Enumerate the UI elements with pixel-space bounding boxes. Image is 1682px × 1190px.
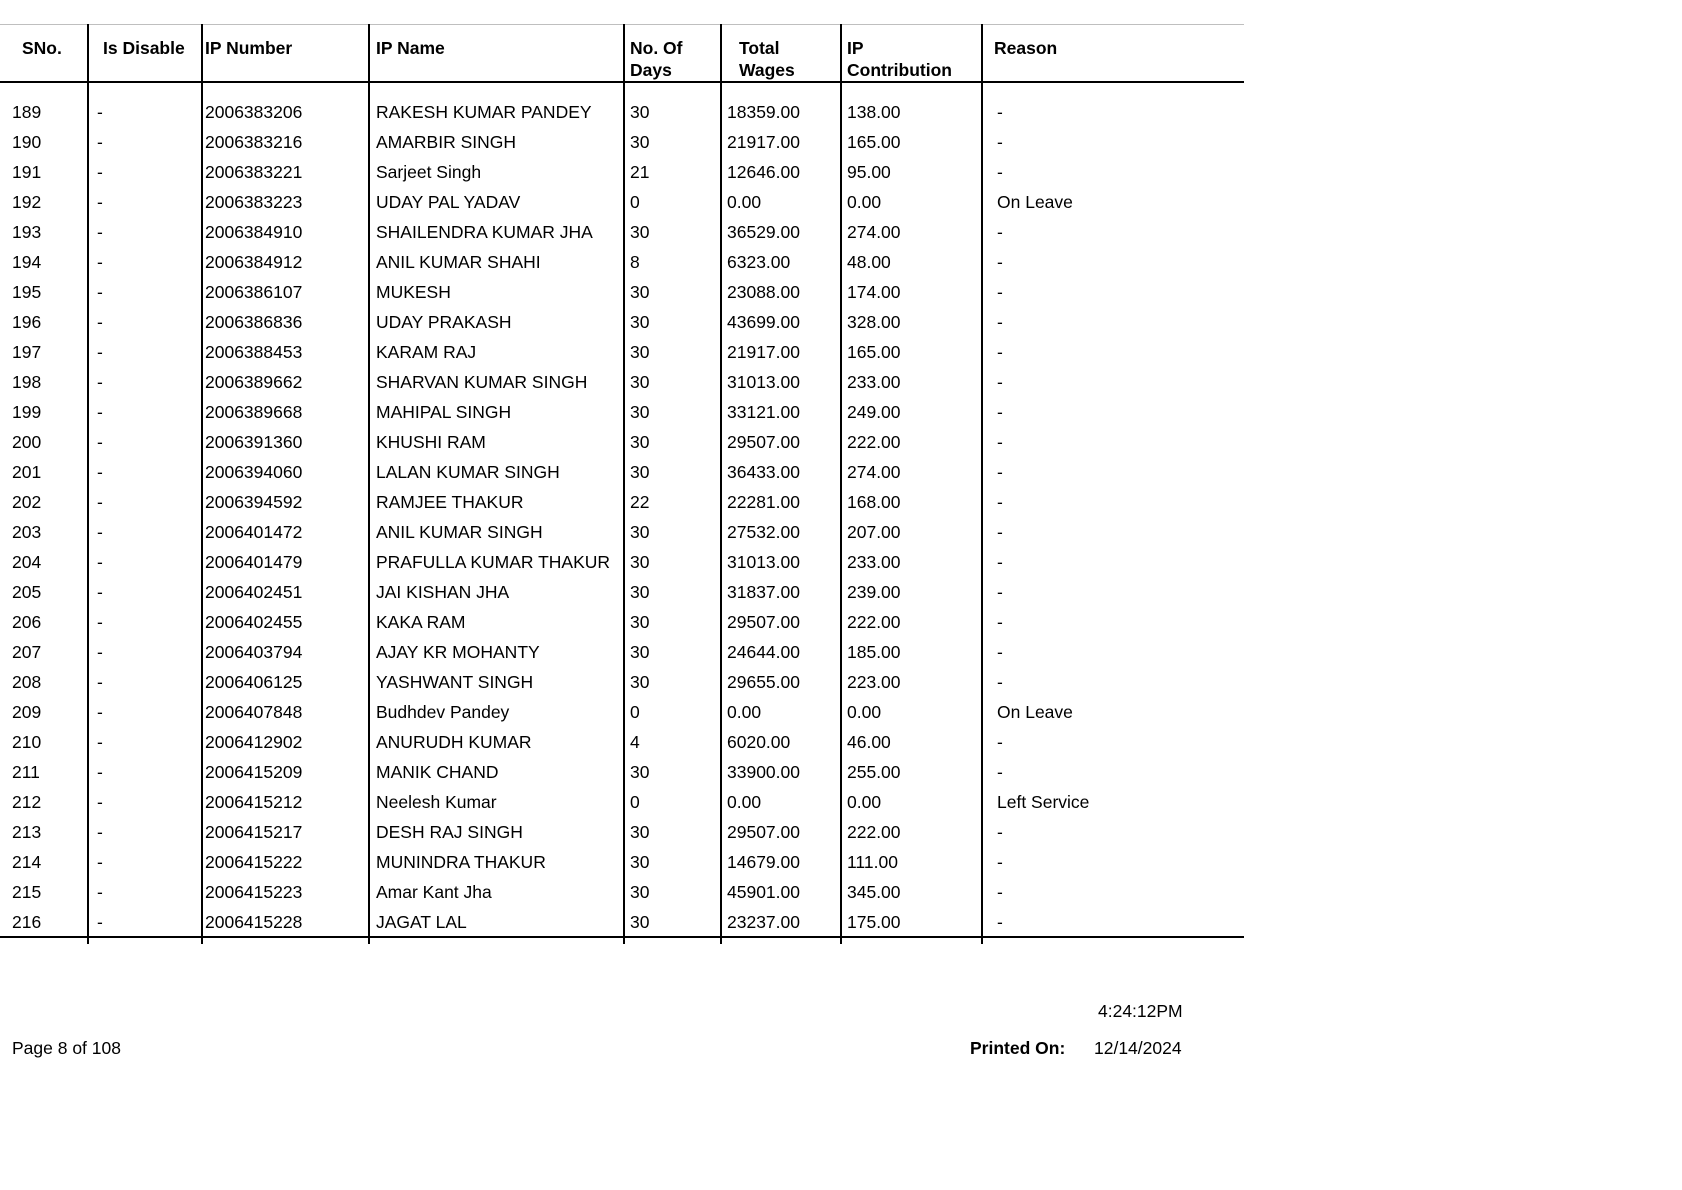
cell-ip-number: 2006406125 <box>202 663 369 693</box>
cell-ip-name: ANIL KUMAR SINGH <box>369 513 624 543</box>
cell-total-wages: 0.00 <box>721 693 841 723</box>
table-row <box>0 513 1244 543</box>
cell-ip-contribution: 222.00 <box>841 423 982 453</box>
cell-no-of-days: 30 <box>624 663 721 693</box>
cell-sno: 189 <box>12 102 42 122</box>
cell-no-of-days: 8 <box>624 243 721 273</box>
cell-ip-number: 2006391360 <box>202 423 369 453</box>
column-header-reason <box>982 25 1244 83</box>
cell-ip-number: 2006401472 <box>202 513 369 543</box>
cell-total-wages: 27532.00 <box>721 513 841 543</box>
cell-ip-name: AJAY KR MOHANTY <box>369 633 624 663</box>
cell-ip-contribution: 249.00 <box>841 393 982 423</box>
cell-ip-number: 2006402455 <box>202 603 369 633</box>
cell-is-disable: - <box>88 363 202 393</box>
cell-ip-contribution: 175.00 <box>841 903 982 937</box>
cell-is-disable: - <box>88 123 202 153</box>
table-row <box>0 813 1244 843</box>
cell-reason: Left Service <box>982 783 1244 813</box>
cell-sno: 194 <box>12 252 42 272</box>
cell-ip-contribution: 95.00 <box>841 153 982 183</box>
cell-total-wages: 31013.00 <box>721 363 841 393</box>
cell-total-wages: 23237.00 <box>721 903 841 937</box>
cell-ip-name: Neelesh Kumar <box>369 783 624 813</box>
cell-ip-number: 2006415228 <box>202 903 369 937</box>
cell-ip-number: 2006394060 <box>202 453 369 483</box>
cell-ip-name: Amar Kant Jha <box>369 873 624 903</box>
cell-is-disable: - <box>88 873 202 903</box>
cell-ip-number: 2006386107 <box>202 273 369 303</box>
cell-ip-contribution: 233.00 <box>841 363 982 393</box>
cell-ip-contribution: 174.00 <box>841 273 982 303</box>
cell-total-wages: 31013.00 <box>721 543 841 573</box>
cell-ip-contribution: 207.00 <box>841 513 982 543</box>
cell-ip-name: JAGAT LAL <box>369 903 624 937</box>
column-header-line: Days <box>630 60 672 80</box>
table-row <box>0 543 1244 573</box>
header-row <box>0 25 1244 83</box>
cell-reason: - <box>982 423 1244 453</box>
column-header-ip-name <box>369 25 624 83</box>
cell-ip-number: 2006415223 <box>202 873 369 903</box>
cell-sno: 195 <box>12 282 42 302</box>
column-header-line: Total <box>739 38 780 58</box>
cell-sno: 198 <box>12 372 42 392</box>
cell-total-wages: 36529.00 <box>721 213 841 243</box>
cell-no-of-days: 30 <box>624 753 721 783</box>
column-header-line: SNo. <box>22 38 62 58</box>
cell-no-of-days: 30 <box>624 82 721 123</box>
cell-total-wages: 21917.00 <box>721 333 841 363</box>
cell-sno: 197 <box>12 342 42 362</box>
cell-sno: 214 <box>12 852 42 872</box>
cell-is-disable: - <box>88 273 202 303</box>
table-row <box>0 663 1244 693</box>
cell-sno: 190 <box>12 132 42 152</box>
cell-sno: 196 <box>12 312 42 332</box>
table-row <box>0 363 1244 393</box>
cell-total-wages: 29507.00 <box>721 813 841 843</box>
cell-ip-contribution: 328.00 <box>841 303 982 333</box>
cell-reason: - <box>982 243 1244 273</box>
cell-ip-contribution: 239.00 <box>841 573 982 603</box>
cell-ip-name: MUKESH <box>369 273 624 303</box>
cell-is-disable: - <box>88 513 202 543</box>
cell-reason: - <box>982 573 1244 603</box>
cell-is-disable: - <box>88 603 202 633</box>
cell-ip-number: 2006384910 <box>202 213 369 243</box>
cell-ip-number: 2006389662 <box>202 363 369 393</box>
cell-ip-number: 2006383206 <box>202 82 369 123</box>
column-header-line: Reason <box>994 38 1058 58</box>
cell-ip-contribution: 185.00 <box>841 633 982 663</box>
cell-no-of-days: 22 <box>624 483 721 513</box>
printed-time: 4:24:12PM <box>1098 1001 1183 1021</box>
cell-sno: 206 <box>12 612 42 632</box>
cell-reason: - <box>982 843 1244 873</box>
cell-no-of-days: 0 <box>624 783 721 813</box>
cell-reason: - <box>982 153 1244 183</box>
cell-sno: 211 <box>12 762 40 782</box>
cell-ip-name: PRAFULLA KUMAR THAKUR <box>369 543 624 573</box>
table-row <box>0 183 1244 213</box>
cell-reason: - <box>982 903 1244 937</box>
cell-ip-contribution: 165.00 <box>841 333 982 363</box>
cell-reason: On Leave <box>982 183 1244 213</box>
cell-ip-name: LALAN KUMAR SINGH <box>369 453 624 483</box>
cell-ip-contribution: 223.00 <box>841 663 982 693</box>
cell-ip-contribution: 48.00 <box>841 243 982 273</box>
table-row <box>0 753 1244 783</box>
cell-ip-contribution: 274.00 <box>841 453 982 483</box>
cell-ip-name: SHARVAN KUMAR SINGH <box>369 363 624 393</box>
table-row <box>0 123 1244 153</box>
table-body <box>0 82 1244 937</box>
column-header-ip-number <box>202 25 369 83</box>
cell-total-wages: 24644.00 <box>721 633 841 663</box>
cell-ip-contribution: 111.00 <box>841 843 982 873</box>
cell-ip-contribution: 0.00 <box>841 693 982 723</box>
cell-is-disable: - <box>88 183 202 213</box>
column-header-is-disable <box>88 25 202 83</box>
cell-no-of-days: 0 <box>624 693 721 723</box>
cell-no-of-days: 30 <box>624 213 721 243</box>
table-row <box>0 303 1244 333</box>
cell-no-of-days: 30 <box>624 453 721 483</box>
cell-total-wages: 33121.00 <box>721 393 841 423</box>
cell-ip-number: 2006401479 <box>202 543 369 573</box>
cell-reason: - <box>982 453 1244 483</box>
cell-reason: - <box>982 813 1244 843</box>
cell-ip-number: 2006394592 <box>202 483 369 513</box>
table-row <box>0 873 1244 903</box>
cell-sno: 216 <box>0 903 88 937</box>
cell-total-wages: 22281.00 <box>721 483 841 513</box>
cell-ip-name: MANIK CHAND <box>369 753 624 783</box>
column-header-line: No. Of <box>630 38 683 58</box>
cell-ip-name: RAMJEE THAKUR <box>369 483 624 513</box>
cell-sno: 200 <box>12 432 42 452</box>
cell-sno: 199 <box>12 402 42 422</box>
cell-reason: - <box>982 303 1244 333</box>
cell-sno: 192 <box>12 192 42 212</box>
cell-reason: - <box>982 663 1244 693</box>
cell-sno: 215 <box>12 882 42 902</box>
cell-no-of-days: 30 <box>624 573 721 603</box>
cell-no-of-days: 21 <box>624 153 721 183</box>
cell-reason: - <box>982 513 1244 543</box>
table-row <box>0 453 1244 483</box>
cell-total-wages: 18359.00 <box>721 82 841 123</box>
cell-ip-number: 2006402451 <box>202 573 369 603</box>
cell-total-wages: 31837.00 <box>721 573 841 603</box>
cell-reason: - <box>982 273 1244 303</box>
cell-sno: 201 <box>12 462 42 482</box>
cell-is-disable: - <box>88 753 202 783</box>
cell-is-disable: - <box>88 213 202 243</box>
cell-sno: 209 <box>12 702 42 722</box>
cell-ip-contribution: 168.00 <box>841 483 982 513</box>
cell-total-wages: 21917.00 <box>721 123 841 153</box>
cell-ip-name: MAHIPAL SINGH <box>369 393 624 423</box>
cell-sno: 208 <box>12 672 42 692</box>
cell-no-of-days: 30 <box>624 903 721 937</box>
table-row <box>0 82 1244 123</box>
cell-sno: 213 <box>12 822 42 842</box>
cell-ip-name: RAKESH KUMAR PANDEY <box>369 82 624 123</box>
table-row <box>0 243 1244 273</box>
cell-reason: - <box>982 393 1244 423</box>
table-row <box>0 843 1244 873</box>
cell-ip-number: 2006415212 <box>202 783 369 813</box>
cell-ip-number: 2006412902 <box>202 723 369 753</box>
column-header-total-wages <box>721 25 841 83</box>
table-row <box>0 273 1244 303</box>
cell-sno: 203 <box>12 522 42 542</box>
cell-sno: 191 <box>12 162 42 182</box>
cell-is-disable: - <box>88 243 202 273</box>
cell-ip-name: JAI KISHAN JHA <box>369 573 624 603</box>
cell-is-disable: - <box>88 723 202 753</box>
cell-no-of-days: 30 <box>624 273 721 303</box>
cell-sno: 204 <box>12 552 42 572</box>
cell-is-disable: - <box>88 573 202 603</box>
cell-ip-number: 2006383216 <box>202 123 369 153</box>
cell-ip-number: 2006388453 <box>202 333 369 363</box>
cell-sno: 207 <box>12 642 42 662</box>
cell-ip-number: 2006383221 <box>202 153 369 183</box>
cell-no-of-days: 30 <box>624 423 721 453</box>
table-row <box>0 603 1244 633</box>
cell-ip-name: YASHWANT SINGH <box>369 663 624 693</box>
cell-total-wages: 6323.00 <box>721 243 841 273</box>
cell-is-disable: - <box>88 693 202 723</box>
cell-ip-number: 2006389668 <box>202 393 369 423</box>
cell-ip-contribution: 222.00 <box>841 603 982 633</box>
cell-no-of-days: 30 <box>624 603 721 633</box>
column-header-line: IP <box>847 38 864 58</box>
cell-sno: 210 <box>12 732 42 752</box>
cell-no-of-days: 30 <box>624 873 721 903</box>
cell-ip-name: KAKA RAM <box>369 603 624 633</box>
cell-is-disable: - <box>88 393 202 423</box>
table-row <box>0 633 1244 663</box>
cell-ip-contribution: 165.00 <box>841 123 982 153</box>
cell-ip-name: SHAILENDRA KUMAR JHA <box>369 213 624 243</box>
table-row <box>0 573 1244 603</box>
printed-on-label: Printed On: <box>970 1038 1066 1058</box>
cell-ip-name: MUNINDRA THAKUR <box>369 843 624 873</box>
column-header-line: Wages <box>739 60 795 80</box>
cell-total-wages: 33900.00 <box>721 753 841 783</box>
cell-ip-contribution: 274.00 <box>841 213 982 243</box>
cell-ip-number: 2006383223 <box>202 183 369 213</box>
cell-no-of-days: 30 <box>624 123 721 153</box>
cell-total-wages: 0.00 <box>721 183 841 213</box>
cell-ip-number: 2006415209 <box>202 753 369 783</box>
table-row <box>0 423 1244 453</box>
cell-sno: 202 <box>12 492 42 512</box>
cell-ip-number: 2006407848 <box>202 693 369 723</box>
cell-total-wages: 29507.00 <box>721 423 841 453</box>
cell-no-of-days: 30 <box>624 363 721 393</box>
cell-is-disable: - <box>88 303 202 333</box>
cell-ip-contribution: 138.00 <box>841 82 982 123</box>
cell-no-of-days: 30 <box>624 813 721 843</box>
cell-total-wages: 43699.00 <box>721 303 841 333</box>
cell-reason: - <box>982 363 1244 393</box>
column-header-ip-contribution <box>841 25 982 83</box>
cell-total-wages: 29507.00 <box>721 603 841 633</box>
table-row <box>0 393 1244 423</box>
cell-ip-name: KARAM RAJ <box>369 333 624 363</box>
cell-total-wages: 23088.00 <box>721 273 841 303</box>
cell-is-disable: - <box>88 783 202 813</box>
cell-ip-name: UDAY PRAKASH <box>369 303 624 333</box>
cell-ip-contribution: 222.00 <box>841 813 982 843</box>
column-header-line: IP Number <box>205 38 293 58</box>
page-number: Page 8 of 108 <box>12 1038 121 1058</box>
cell-ip-name: AMARBIR SINGH <box>369 123 624 153</box>
cell-ip-number: 2006415222 <box>202 843 369 873</box>
cell-ip-number: 2006403794 <box>202 633 369 663</box>
cell-sno: 193 <box>12 222 42 242</box>
table-row <box>0 333 1244 363</box>
column-header-sno <box>0 25 88 83</box>
column-header-line: Is Disable <box>103 38 185 58</box>
cell-ip-number: 2006386836 <box>202 303 369 333</box>
cell-is-disable: - <box>88 423 202 453</box>
cell-total-wages: 45901.00 <box>721 873 841 903</box>
cell-is-disable: - <box>88 453 202 483</box>
cell-no-of-days: 4 <box>624 723 721 753</box>
cell-no-of-days: 0 <box>624 183 721 213</box>
cell-no-of-days: 30 <box>624 333 721 363</box>
cell-total-wages: 29655.00 <box>721 663 841 693</box>
table-header <box>0 25 1244 83</box>
cell-no-of-days: 30 <box>624 393 721 423</box>
cell-ip-name: ANIL KUMAR SHAHI <box>369 243 624 273</box>
cell-is-disable: - <box>88 82 202 123</box>
printed-date: 12/14/2024 <box>1094 1038 1182 1058</box>
cell-is-disable: - <box>88 543 202 573</box>
cell-ip-contribution: 0.00 <box>841 183 982 213</box>
cell-ip-name: ANURUDH KUMAR <box>369 723 624 753</box>
table-row <box>0 723 1244 753</box>
cell-is-disable: - <box>88 903 202 937</box>
cell-no-of-days: 30 <box>624 543 721 573</box>
cell-reason: - <box>982 603 1244 633</box>
cell-no-of-days: 30 <box>624 843 721 873</box>
cell-reason: On Leave <box>982 693 1244 723</box>
column-header-line: IP Name <box>376 38 445 58</box>
cell-ip-number: 2006384912 <box>202 243 369 273</box>
table-row <box>0 153 1244 183</box>
cell-ip-name: DESH RAJ SINGH <box>369 813 624 843</box>
cell-ip-name: Sarjeet Singh <box>369 153 624 183</box>
cell-ip-name: Budhdev Pandey <box>369 693 624 723</box>
cell-is-disable: - <box>88 813 202 843</box>
cell-is-disable: - <box>88 633 202 663</box>
column-header-no-of-days <box>624 25 721 83</box>
cell-reason: - <box>982 213 1244 243</box>
cell-total-wages: 0.00 <box>721 783 841 813</box>
table-bottom-rule <box>0 937 1244 944</box>
column-header-line: Contribution <box>847 60 952 80</box>
cell-reason: - <box>982 633 1244 663</box>
cell-reason: - <box>982 723 1244 753</box>
cell-total-wages: 6020.00 <box>721 723 841 753</box>
cell-ip-name: UDAY PAL YADAV <box>369 183 624 213</box>
cell-total-wages: 12646.00 <box>721 153 841 183</box>
cell-no-of-days: 30 <box>624 303 721 333</box>
cell-reason: - <box>982 483 1244 513</box>
cell-ip-contribution: 255.00 <box>841 753 982 783</box>
cell-ip-number: 2006415217 <box>202 813 369 843</box>
cell-reason: - <box>982 873 1244 903</box>
table-row <box>0 483 1244 513</box>
cell-ip-contribution: 46.00 <box>841 723 982 753</box>
cell-is-disable: - <box>88 333 202 363</box>
cell-total-wages: 36433.00 <box>721 453 841 483</box>
cell-total-wages: 14679.00 <box>721 843 841 873</box>
table-row <box>0 213 1244 243</box>
cell-reason: - <box>982 82 1244 123</box>
cell-reason: - <box>982 333 1244 363</box>
contribution-report <box>0 24 1244 944</box>
cell-reason: - <box>982 123 1244 153</box>
cell-ip-contribution: 233.00 <box>841 543 982 573</box>
cell-no-of-days: 30 <box>624 513 721 543</box>
cell-ip-name: KHUSHI RAM <box>369 423 624 453</box>
table-row <box>0 903 1244 937</box>
cell-sno: 212 <box>12 792 42 812</box>
cell-sno: 205 <box>12 582 42 602</box>
cell-is-disable: - <box>88 663 202 693</box>
cell-is-disable: - <box>88 483 202 513</box>
contribution-table <box>0 24 1244 944</box>
cell-reason: - <box>982 753 1244 783</box>
cell-no-of-days: 30 <box>624 633 721 663</box>
cell-is-disable: - <box>88 843 202 873</box>
table-row <box>0 693 1244 723</box>
table-row <box>0 783 1244 813</box>
cell-reason: - <box>982 543 1244 573</box>
cell-ip-contribution: 345.00 <box>841 873 982 903</box>
cell-ip-contribution: 0.00 <box>841 783 982 813</box>
cell-is-disable: - <box>88 153 202 183</box>
